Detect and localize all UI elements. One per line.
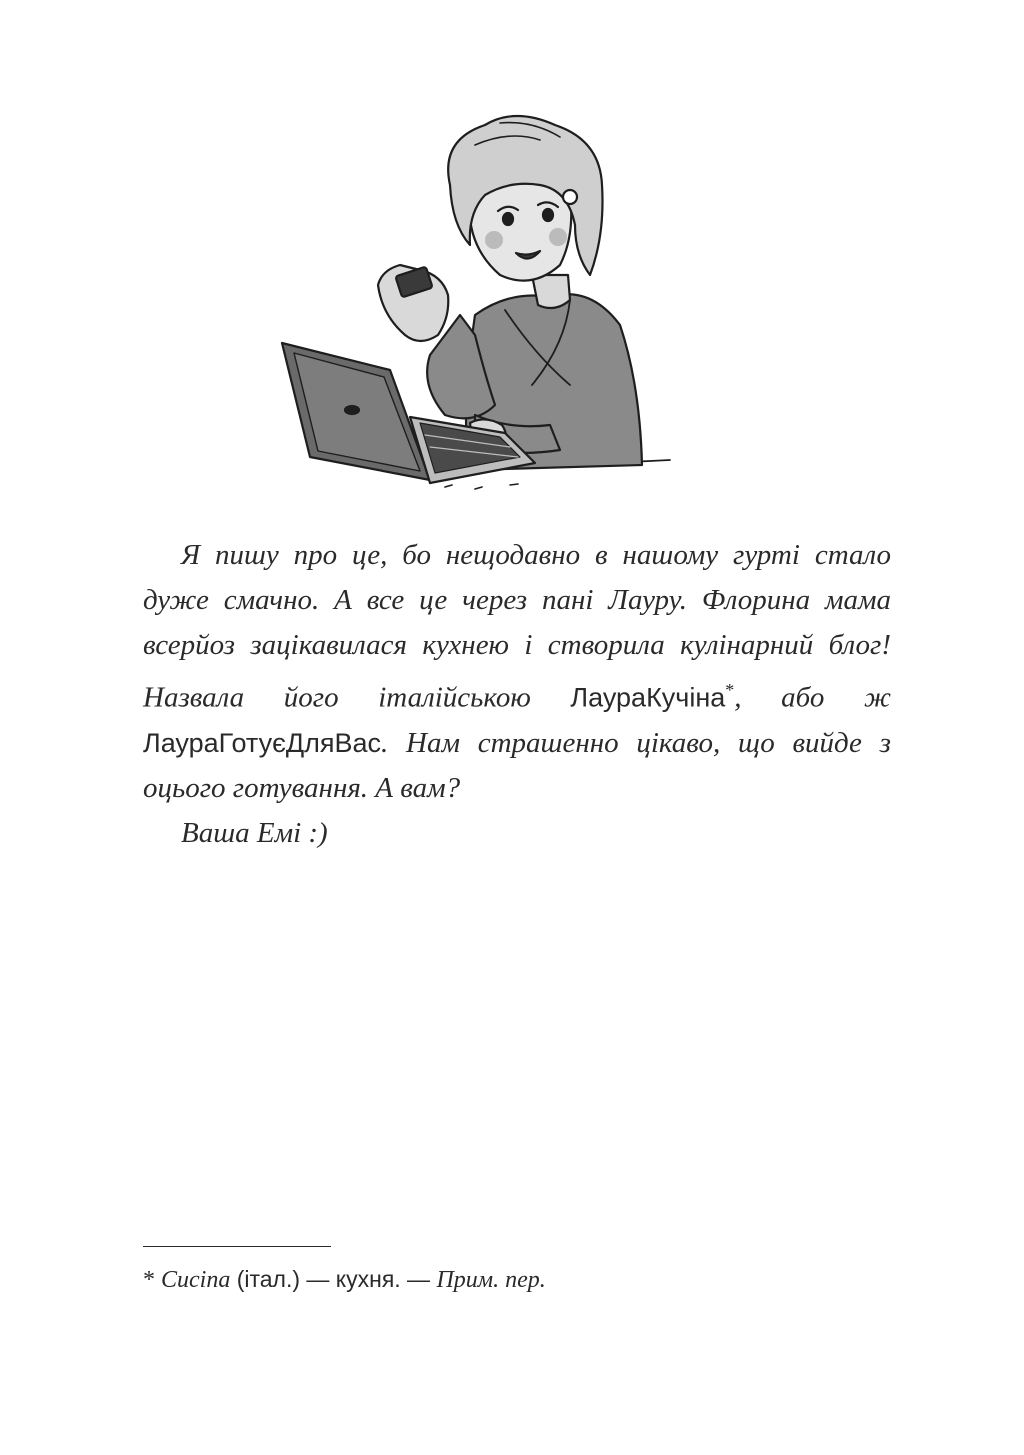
paragraph-text-part-3: . Нам страшенно цікаво, що вийде з оцього готування. А вам? xyxy=(143,726,891,804)
signature xyxy=(143,811,891,856)
footnote xyxy=(143,1263,546,1296)
main-paragraph-block xyxy=(143,533,891,856)
footnote-term: Cucina xyxy=(161,1267,231,1293)
blog-name-cucina: ЛаураКучіна xyxy=(570,682,726,713)
footnote-translation: (італ.) — кухня. — xyxy=(230,1266,437,1292)
footnote-marker: * xyxy=(725,680,735,700)
footnote-note-abbrev: Прим. пер. xyxy=(436,1267,546,1293)
blog-name-cooks-for-you: ЛаураГотуєДляВас xyxy=(143,727,382,758)
woman-laptop-illustration xyxy=(270,85,690,505)
footnote-divider xyxy=(143,1246,331,1247)
footnote-mark: * xyxy=(143,1267,161,1293)
paragraph xyxy=(143,533,891,811)
paragraph-text-part-1: Я пишу про це, бо нещодавно в нашому гурті стало дуже смачно. А все це через пані Лауру. Флорина мама всерйоз зацікавилася кухнею і створила кулінарний блог! Назвала його італійською xyxy=(143,539,891,714)
signature-text: Ваша Емі :) xyxy=(181,816,328,849)
paragraph-text-part-2: , або ж xyxy=(734,681,891,714)
